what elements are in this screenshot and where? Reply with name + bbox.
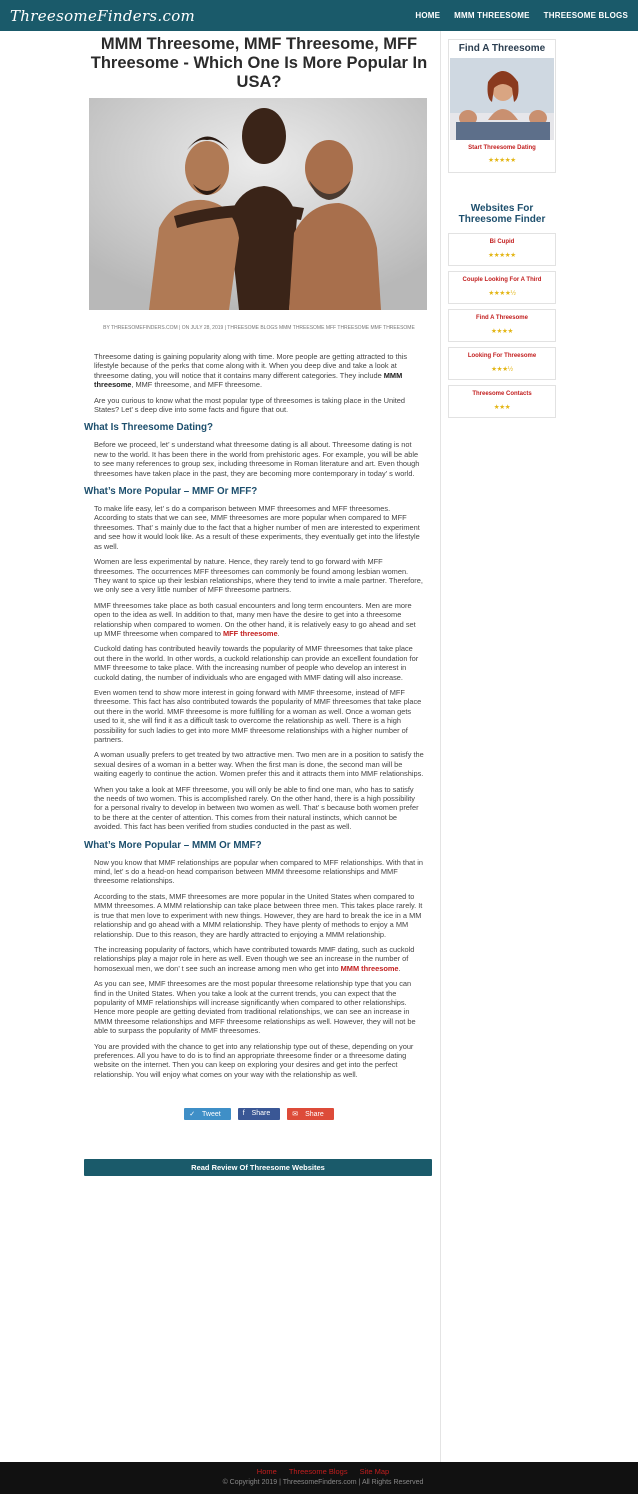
article-column xyxy=(84,31,434,1176)
text-span: . xyxy=(277,628,280,638)
hero-photo-illustration xyxy=(89,98,427,310)
nav-mmm-threesome[interactable]: MMM THREESOME xyxy=(454,11,530,20)
page-body xyxy=(0,31,638,1462)
read-review-button[interactable]: Read Review Of Threesome Websites xyxy=(84,1159,432,1176)
bold-text: MMM threesome xyxy=(94,370,403,390)
widget-title: Find A Threesome xyxy=(458,43,546,54)
sidebar xyxy=(448,39,556,423)
star-rating: ★★★★★ xyxy=(488,252,516,259)
paragraph xyxy=(92,352,428,390)
paragraph: A woman usually prefers to get treated by two attractive men. Two men are in a position to satisfy the sexual desires of a woman in a better way. When the first man is done, the second man will be waiting eagerly to continue the action. Women prefer this and it attracts them into MMF relationships. xyxy=(94,750,424,779)
websites-widget-title: Websites For Threesome Finder xyxy=(458,203,546,225)
paragraph: Women are less experimental by nature. Hence, they rarely tend to go forward with MFF threesomes. The occurrences MFF threesomes can commonly be found among lesbian women. They want to spice up their lesbian relationships, where they tend to invite a male partner. Therefore, we only see a very little number of MFF threesome partners. xyxy=(94,557,423,595)
site-card-couple-looking[interactable] xyxy=(448,271,556,304)
text-span: Threesome dating is gaining popularity along with time. More people are getting attracted to this lifestyle because of the perks that come along with it. When you deep dive and take a look at threesome dating, you will notice that it contains many different categories. They include xyxy=(94,352,408,380)
paragraph xyxy=(92,601,428,639)
paragraph: Are you curious to know what the most popular type of threesomes is taking place in the United States? Let’ s deep dive into some facts and figure that out. xyxy=(94,395,405,415)
site-footer xyxy=(0,1462,638,1494)
star-rating: ★★★★ xyxy=(490,328,514,335)
find-threesome-widget xyxy=(448,39,556,173)
text-span: MMF threesomes take place as both casual encounters and long term encounters. Men are more open to the idea as well. In addition to that, many men have the desire to get into a threesome relationship when compared to women. On the other hand, it is relatively easy to go ahead and set up MMF threesome when compared to xyxy=(94,600,416,638)
paragraph: Even women tend to show more interest in going forward with MMF threesome, instead of MFF threesome. This fact has also contributed towards the popularity of MMF threesomes that take place out there in the world. MMF threesome is more fulfilling for a woman as well. Once a woman gets used to it, she will find it as a difficult task to overcome the relationship as well. There is a high possibility for such ladies to get into more MMF threesome relationships with a higher number of partners. xyxy=(94,687,422,744)
mmm-threesome-link[interactable]: MMM threesome xyxy=(340,963,399,973)
footer-link-home[interactable]: Home xyxy=(256,1467,277,1476)
featured-photo-illustration xyxy=(450,58,554,140)
star-rating: ★★★★★ xyxy=(488,157,516,164)
paragraph: Before we proceed, let’ s understand what threesome dating is all about. Threesome dating is not new to the world. It has been there in the world from prehistoric ages. For example, you will be able to see many references to group sex, including threesome in Roman literature and art. Even though threesomes have taken place in the past, they are becoming more contemporary in today’ s world. xyxy=(94,440,420,478)
start-dating-link[interactable]: Start Threesome Dating xyxy=(468,145,536,151)
star-rating: ★★★★½ xyxy=(488,290,516,297)
site-name[interactable]: Find A Threesome xyxy=(476,315,528,321)
section-heading: What’s More Popular – MMM Or MMF? xyxy=(84,839,262,851)
text-span: The increasing popularity of factors, which have contributed towards MMF dating, such as cuckold relationships play a major role in here as well. Even though we see an increase in the number of homosexual men, we don’ t see such an increase among men who get into xyxy=(94,944,415,973)
nav-home[interactable]: HOME xyxy=(415,11,441,20)
footer-link-blogs[interactable]: Threesome Blogs xyxy=(288,1467,348,1476)
site-card-find-a-threesome[interactable] xyxy=(448,309,556,342)
featured-image[interactable] xyxy=(450,58,554,140)
copyright-text: © Copyright 2019 | ThreesomeFinders.com | All Rights Reserved xyxy=(222,1479,424,1486)
footer-links xyxy=(8,1467,638,1476)
paragraph: Cuckold dating has contributed heavily towards the popularity of MMF threesomes that take place out there in the world. In other words, a cuckold relationship can provide an excellent foundation for MMF threesome to take place. With the increasing number of people who develop an interest in cuckold dating, the number of individuals who are engaged with MMF dating will also increase. xyxy=(94,644,419,682)
article-content xyxy=(84,352,434,1079)
site-name[interactable]: Couple Looking For A Third xyxy=(462,277,542,283)
site-card-looking-for-threesome[interactable] xyxy=(448,347,556,380)
nav-threesome-blogs[interactable]: THREESOME BLOGS xyxy=(543,11,628,20)
site-card-threesome-contacts[interactable] xyxy=(448,385,556,418)
article-hero-image xyxy=(89,98,427,310)
paragraph: According to the stats, MMF threesomes are more popular in the United States when compared to MMM threesomes. A MMM relationship can take place between three men. This takes place rarely. It is true that men love to experiment with new things. However, they are hard to break the ice in a MM relationship and go ahead with a MMM relationship. They have plenty of methods to enjoy a MM relationship. Due to this reason, they are hardly attracted to enjoying a MMM relationship. xyxy=(94,891,423,939)
tweet-label: Tweet xyxy=(202,1111,221,1119)
share-button[interactable]: ✉ Share xyxy=(287,1108,334,1120)
site-name[interactable]: Bi Cupid xyxy=(489,239,515,245)
paragraph: You are provided with the chance to get into any relationship type out of these, depending on your preferences. All you have to do is to find an appropriate threesome finder or a threesome dating website on the internet. Then you can keep on exploring your desires and get into the perfect relationship. You will enjoy what comes on your way with the relationship as well. xyxy=(94,1041,414,1079)
star-rating: ★★★ xyxy=(493,404,511,411)
paragraph: To make life easy, let’ s do a comparison between MMF threesomes and MFF threesomes. According to stats that we can see, MMF threesomes are more popular when compared to MFF threesomes. That’ s mainly due to the fact that a higher number of men are interested to experiment and see how it would look like. As a result of these experiments, they eventually get into the lifestyle as well. xyxy=(94,504,420,551)
share-buttons xyxy=(84,1108,434,1120)
column-divider xyxy=(440,31,441,1462)
main-nav xyxy=(415,11,628,20)
share-label: Share xyxy=(305,1111,324,1119)
text-span: , MMF threesome, and MFF threesome. xyxy=(131,380,262,390)
text-span: . xyxy=(398,963,401,973)
star-rating: ★★★½ xyxy=(491,366,513,373)
site-name[interactable]: Threesome Contacts xyxy=(472,391,532,397)
paragraph xyxy=(92,945,428,973)
article-title: MMM Threesome, MMF Threesome, MFF Threesome - Which One Is More Popular In USA? xyxy=(90,35,428,91)
facebook-share-button[interactable]: f Share xyxy=(238,1108,281,1120)
paragraph: When you take a look at MFF threesome, you will only be able to find one man, who has to satisfy the needs of two women. This is accomplished rarely. On the other hand, there is a high possibility for a personal rivalry to develop in between two women as well. That’ s because both women prefer to be there at the center of attention. This comes from their natural instincts, which cannot be avoided. This fact has been verified from studies conducted in the past as well. xyxy=(94,784,419,832)
facebook-label: Share xyxy=(251,1110,271,1118)
site-name[interactable]: Looking For Threesome xyxy=(467,353,537,359)
section-heading: What Is Threesome Dating? xyxy=(84,422,214,434)
paragraph: Now you know that MMF relationships are popular when compared to MFF relationships. With that in mind, let’ s do a head-on head comparison between MMM threesome relationships and MMF threesome relationships. xyxy=(94,857,424,886)
footer-link-sitemap[interactable]: Site Map xyxy=(359,1467,390,1476)
tweet-button[interactable]: ✓ Tweet xyxy=(184,1108,231,1120)
article-byline: BY THREESOMEFINDERS.COM | ON JULY 28, 2019 | THREESOME BLOGS MMM THREESOME MFF THREESOME MMF THREESOME xyxy=(103,325,415,331)
paragraph: As you can see, MMF threesomes are the most popular threesome relationship type that you can find in the United States. When you take a look at the current trends, you can expect that the popularity of MMF relationships will increase significantly when compared to other relationships. Hence more people are getting deviated from traditional relationships, we can see an increase in MMM threesome relationships and MFF threesome relationships as well. However, they will not be able to surpass the popularity of MMF threesomes. xyxy=(94,979,416,1036)
top-navigation-bar xyxy=(0,0,638,31)
site-card-bi-cupid[interactable] xyxy=(448,233,556,266)
site-logo[interactable]: ThreesomeFinders.com xyxy=(10,6,196,25)
mff-threesome-link[interactable]: MFF threesome xyxy=(222,628,278,638)
section-heading: What’s More Popular – MMF Or MFF? xyxy=(84,486,258,498)
